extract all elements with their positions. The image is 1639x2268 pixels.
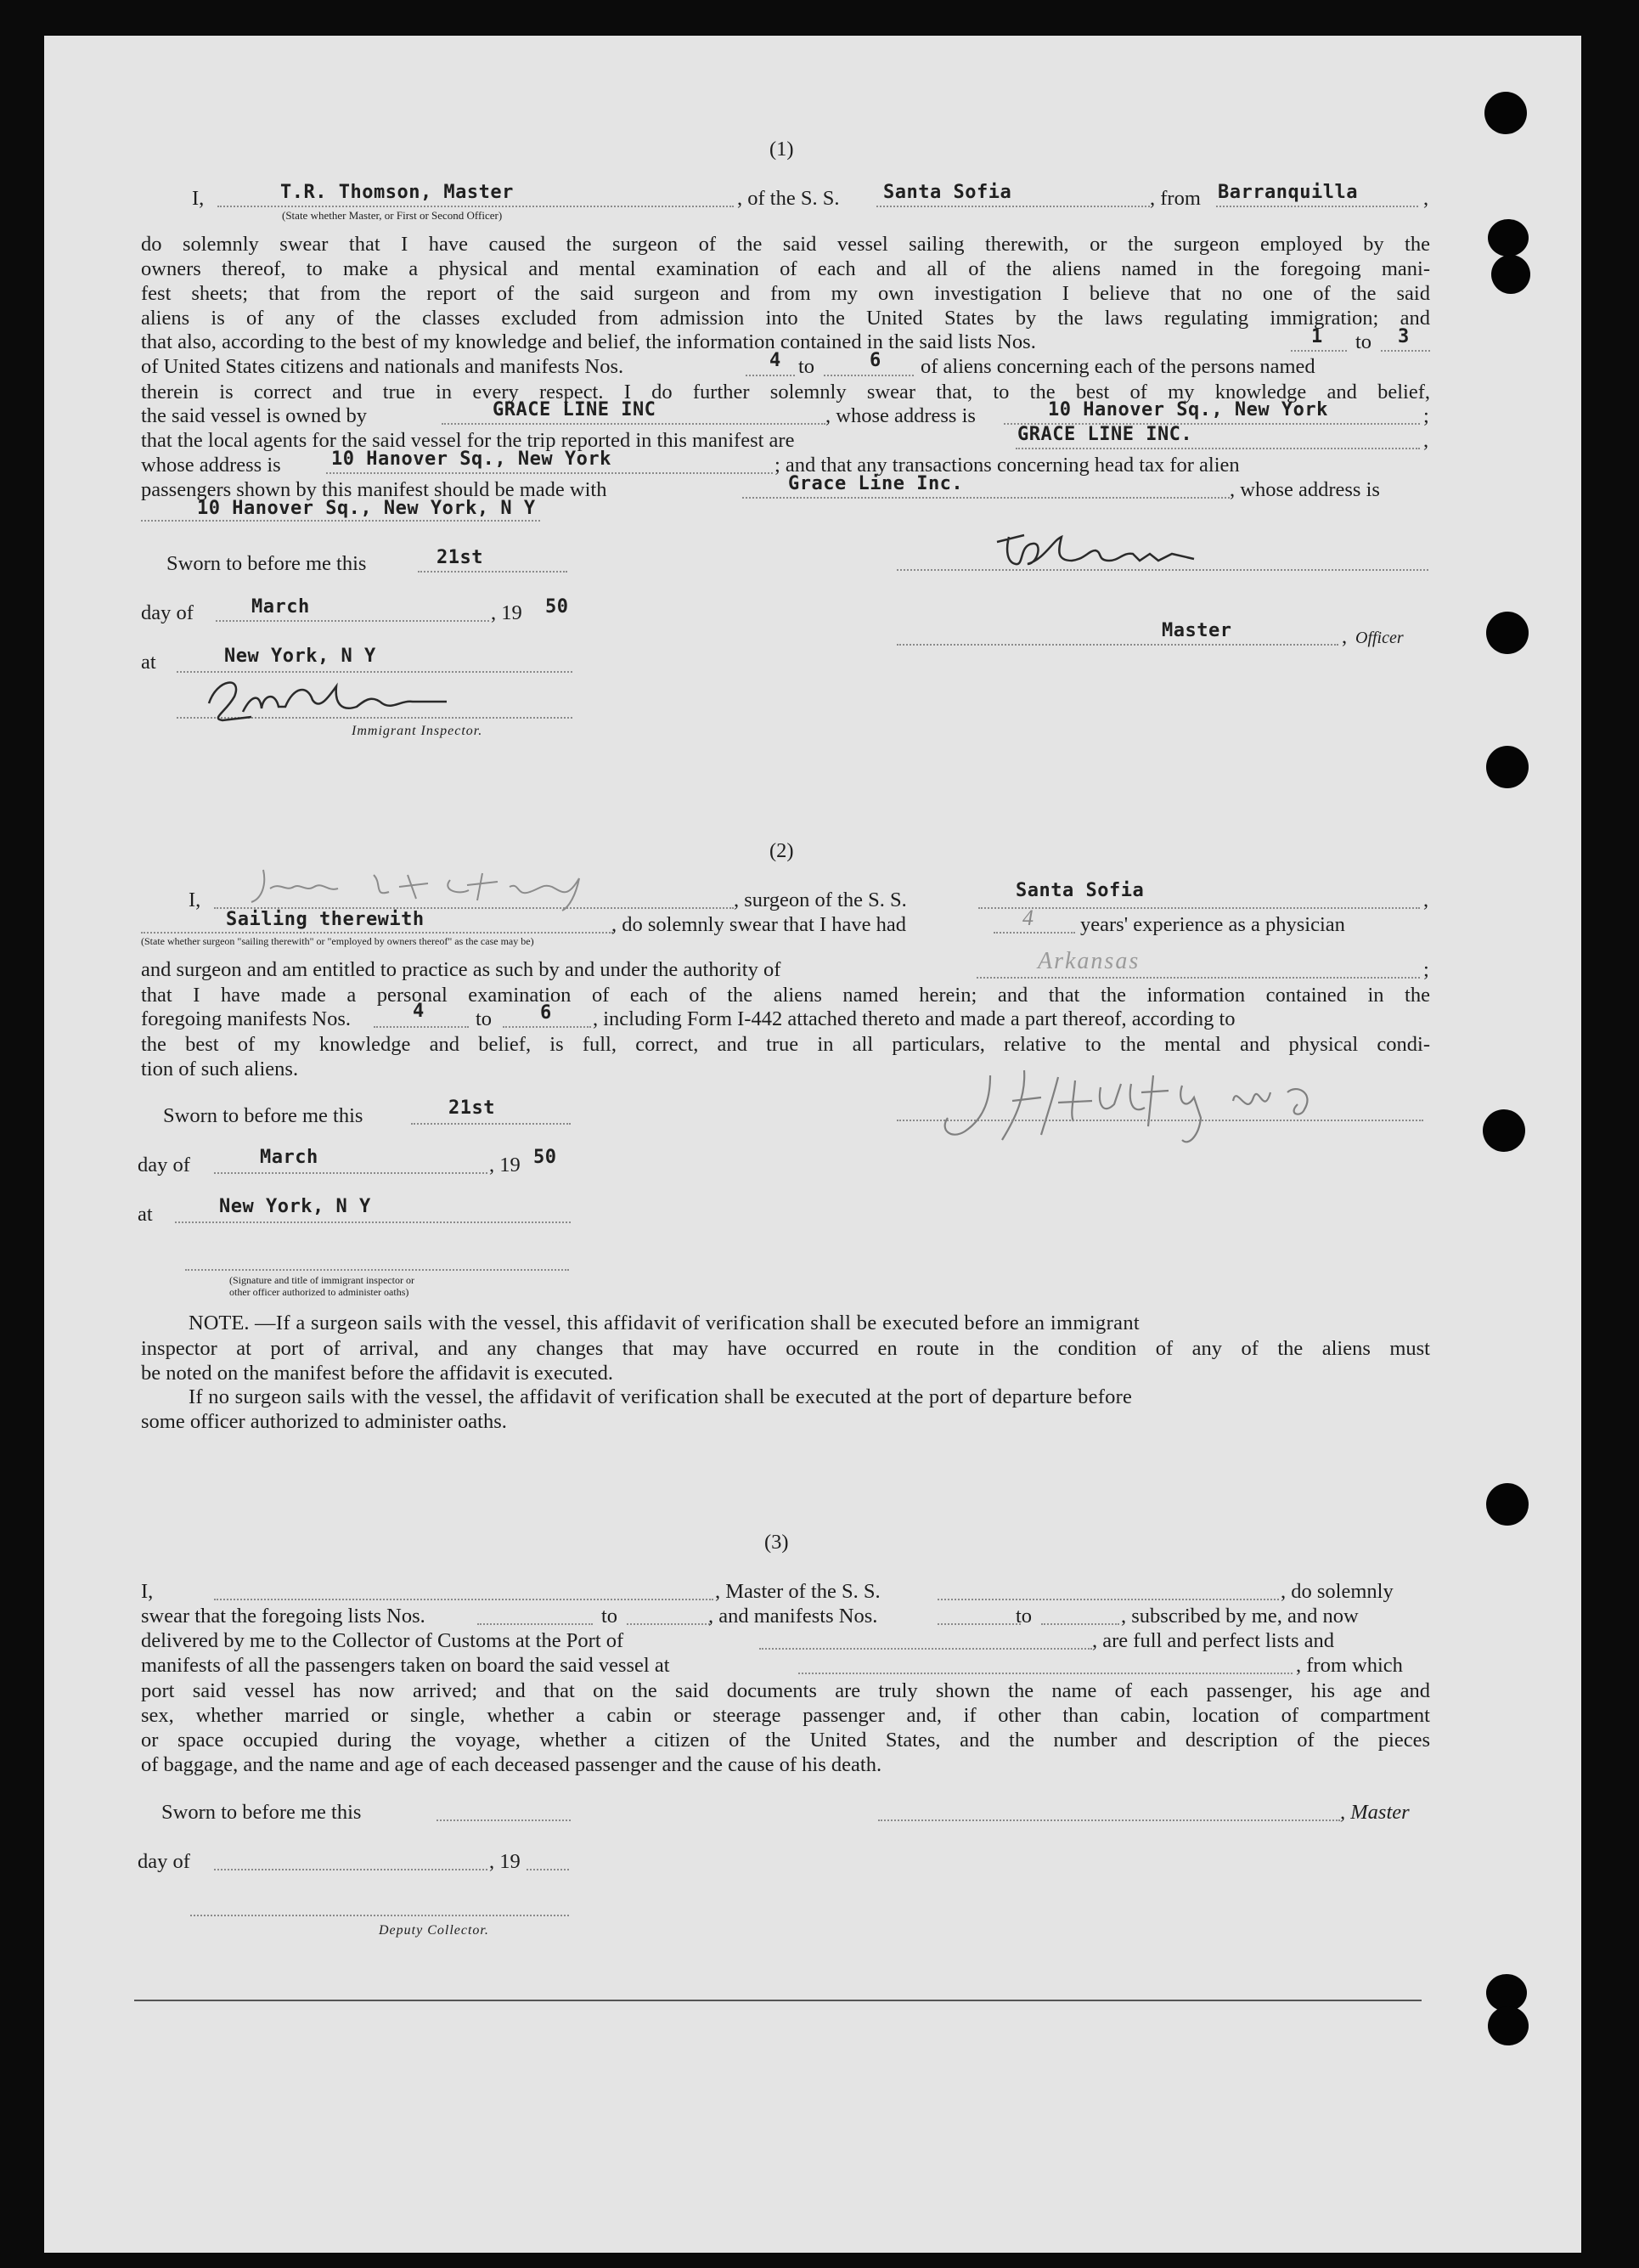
collector-signature-line — [190, 1915, 569, 1916]
comma: , — [1342, 625, 1348, 648]
punch-hole — [1488, 219, 1529, 257]
manifests-label: foregoing manifests Nos. — [141, 1007, 351, 1030]
sailing-note: (State whether surgeon "sailing therewith" or "employed by owners thereof" as the case may be) — [141, 935, 534, 947]
section-1-body — [141, 232, 1430, 330]
of-the-ss-label: , of the S. S. — [737, 187, 840, 210]
month-line — [214, 1869, 487, 1870]
month-value: March — [260, 1147, 318, 1168]
year-line — [527, 1869, 569, 1870]
body-line: tion of such aliens. — [141, 1058, 299, 1080]
owner-value: GRACE LINE INC — [493, 399, 656, 420]
place-value: New York, N Y — [224, 646, 376, 667]
note-label: NOTE. — [189, 1312, 250, 1334]
subscribed-label: , subscribed by me, and now — [1121, 1605, 1359, 1628]
owner-address-value: 10 Hanover Sq., New York — [1048, 399, 1328, 420]
section-3-number: (3) — [764, 1531, 789, 1554]
do-solemnly-label: , do solemnly — [1281, 1580, 1394, 1603]
years-line — [994, 932, 1075, 934]
manifests-to-line — [824, 375, 914, 376]
to-label: to — [601, 1605, 618, 1628]
officer-label: Officer — [1355, 629, 1404, 647]
manifests-from-line — [938, 1623, 1021, 1625]
bottom-rule — [134, 2000, 1422, 2001]
month-value: March — [251, 596, 310, 618]
year-suffix: 50 — [533, 1147, 557, 1168]
note-line: inspector at port of arrival, and any changes that may have occurred en route in the condition of any of the aliens must — [141, 1337, 1430, 1360]
master-suffix: , Master — [1340, 1801, 1410, 1824]
section-3-i: I, — [141, 1580, 154, 1603]
master-name-line — [214, 1599, 713, 1600]
lists-to-value: 3 — [1398, 326, 1410, 347]
surgeon-of-label: , surgeon of the S. S. — [734, 889, 907, 911]
punch-hole — [1491, 255, 1530, 294]
body-line: port said vessel has now arrived; and that on the said documents are truly shown the name of each passenger, his age and — [141, 1679, 1430, 1702]
body-line: do solemnly swear that I have caused the surgeon of the said vessel sailing therewith, or the surgeon employed by the — [141, 233, 1430, 256]
semicolon: ; — [1423, 958, 1429, 981]
authority-line — [977, 977, 1420, 979]
manifests-from-value: 4 — [769, 350, 781, 371]
month-line — [214, 1172, 487, 1174]
port-line — [759, 1648, 1092, 1650]
sworn-day-line — [437, 1819, 571, 1821]
sailing-value: Sailing therewith — [226, 909, 425, 930]
manifests-all-label: manifests of all the passengers taken on board the said vessel at — [141, 1654, 670, 1677]
lists-from-value: 1 — [1311, 326, 1323, 347]
agents-label: that the local agents for the said vessel for the trip reported in this manifest are — [141, 429, 795, 452]
surgeon-signature-line — [897, 1120, 1423, 1121]
full-perfect-label: , are full and perfect lists and — [1092, 1629, 1335, 1652]
at-label: at — [141, 651, 156, 674]
surgeon-signature — [931, 1058, 1406, 1152]
vessel-value: Santa Sofia — [883, 182, 1012, 203]
agents-address-value: 10 Hanover Sq., New York — [331, 449, 611, 470]
comma: , — [1423, 429, 1429, 452]
manifests-to-value: 6 — [540, 1002, 552, 1024]
sworn-day-line — [411, 1123, 571, 1125]
vessel-value: Santa Sofia — [1016, 880, 1145, 901]
signature-note-2: other officer authorized to administer oaths) — [229, 1286, 409, 1298]
year-suffix: 50 — [545, 596, 569, 618]
body-line: of baggage, and the name and age of each deceased passenger and the cause of his death. — [141, 1753, 882, 1776]
owned-by-label: the said vessel is owned by — [141, 404, 368, 427]
sworn-day-value: 21st — [437, 547, 483, 568]
comma: , — [1423, 889, 1429, 911]
payee-address-line — [141, 520, 540, 522]
lists-to-line — [627, 1623, 710, 1625]
boarding-port-line — [798, 1673, 1293, 1674]
section-2-body — [141, 983, 1430, 1007]
section-1-number: (1) — [769, 138, 794, 161]
manifests-to-line — [1041, 1623, 1119, 1625]
note-line: some officer authorized to administer oaths. — [141, 1410, 507, 1433]
master-of-label: , Master of the S. S. — [715, 1580, 881, 1603]
to-label: to — [1016, 1605, 1033, 1628]
master-signature — [990, 525, 1245, 576]
note-line: be noted on the manifest before the affidavit is executed. — [141, 1362, 614, 1385]
authority-value: Arkansas — [1038, 948, 1141, 974]
section-3-body — [141, 1678, 1430, 1777]
from-which-label: , from which — [1296, 1654, 1403, 1677]
years-value: 4 — [1022, 906, 1034, 930]
manifests-to-value: 6 — [870, 350, 881, 371]
head-tax-label: ; and that any transactions concerning head tax for alien — [774, 454, 1240, 477]
master-title-line — [897, 644, 1338, 646]
rank-note: (State whether Master, or First or Second Officer) — [282, 209, 503, 222]
section-2-number: (2) — [769, 839, 794, 862]
vessel-line — [876, 206, 1150, 207]
immigrant-inspector-label: Immigrant Inspector. — [352, 724, 483, 738]
experience-label: years' experience as a physician — [1080, 913, 1345, 936]
payee-address-label: , whose address is — [1230, 478, 1380, 501]
lists-from-line — [477, 1623, 593, 1625]
punch-hole — [1484, 92, 1527, 134]
body-line: the best of my knowledge and belief, is full, correct, and true in all particulars, relative to the mental and physical condi- — [141, 1033, 1430, 1056]
year-prefix: , 19 — [491, 601, 522, 624]
delivered-label: delivered by me to the Collector of Customs at the Port of — [141, 1629, 624, 1652]
master-signature-line — [878, 1819, 1340, 1821]
officer-signature-line — [185, 1269, 569, 1271]
lists-to-line — [1381, 350, 1430, 352]
body-line: owners thereof, to make a physical and mental examination of each and all of the aliens named in the foregoing mani- — [141, 257, 1430, 280]
to-label: to — [798, 355, 815, 378]
place-value: New York, N Y — [219, 1196, 371, 1217]
day-of-label: day of — [138, 1154, 190, 1176]
semicolon: ; — [1423, 404, 1429, 427]
sworn-day-line — [418, 571, 567, 573]
master-name-value: T.R. Thomson, Master — [280, 182, 514, 203]
place-line — [175, 1221, 571, 1223]
payee-address-value: 10 Hanover Sq., New York, N Y — [197, 498, 536, 519]
comma: , — [1423, 187, 1429, 210]
body-line: that I have made a personal examination of each of the aliens named herein; and that the information contained in the — [141, 984, 1430, 1007]
body-line: aliens is of any of the classes excluded from admission into the United States by the laws regulating immigration; and — [141, 307, 1430, 330]
note-body — [141, 1336, 1430, 1385]
body-line: therein is correct and true in every respect. I do further solemnly swear that, to the best of my knowledge and belief, — [141, 381, 1430, 403]
at-label: at — [138, 1203, 153, 1226]
manifests-label: of United States citizens and nationals and manifests Nos. — [141, 355, 624, 378]
lists-label: swear that the foregoing lists Nos. — [141, 1605, 425, 1628]
deputy-collector-label: Deputy Collector. — [379, 1923, 489, 1938]
master-title-value: Master — [1162, 620, 1232, 641]
punch-hole — [1486, 612, 1529, 654]
surgeon-name-signature — [246, 858, 637, 912]
lists-from-line — [1291, 350, 1347, 352]
manifests-from-line — [746, 375, 795, 376]
including-label: , including Form I-442 attached thereto and made a part thereof, according to — [593, 1007, 1236, 1030]
port-from-value: Barranquilla — [1218, 182, 1358, 203]
signature-note-1: (Signature and title of immigrant inspector or — [229, 1274, 414, 1286]
authority-label: and surgeon and am entitled to practice as such by and under the authority of — [141, 958, 781, 981]
whose-address-label: whose address is — [141, 454, 281, 477]
port-from-line — [1216, 206, 1418, 207]
agents-address-line — [326, 472, 773, 474]
sworn-label: Sworn to before me this — [166, 552, 367, 575]
manifests-from-line — [374, 1026, 469, 1028]
punch-hole — [1486, 1483, 1529, 1526]
inspector-signature — [200, 669, 472, 729]
section-1-i: I, — [192, 187, 205, 210]
day-of-label: day of — [141, 601, 194, 624]
section-2-i: I, — [189, 889, 201, 911]
sworn-label: Sworn to before me this — [161, 1801, 362, 1824]
sailing-line — [141, 932, 613, 934]
year-prefix: , 19 — [489, 1850, 521, 1873]
punch-hole — [1486, 746, 1529, 788]
to-label: to — [476, 1007, 493, 1030]
master-name-line — [217, 206, 734, 207]
swear-label: , do solemnly swear that I have had — [611, 913, 906, 936]
concerning-label: of aliens concerning each of the persons named — [921, 355, 1315, 378]
punch-hole — [1488, 2006, 1529, 2045]
manifests-to-line — [503, 1026, 591, 1028]
lists-label: that also, according to the best of my knowledge and belief, the information contained in the said lists Nos. — [141, 330, 1036, 353]
body-line: sex, whether married or single, whether a cabin or steerage passenger and, if other than cabin, location of compartment — [141, 1704, 1430, 1727]
vessel-line — [938, 1599, 1279, 1600]
sworn-label: Sworn to before me this — [163, 1104, 363, 1127]
punch-hole — [1483, 1109, 1525, 1152]
year-prefix: , 19 — [489, 1154, 521, 1176]
body-line: fest sheets; that from the report of the said surgeon and from my own investigation I believe that no one of the said — [141, 282, 1430, 305]
note-line: If no surgeon sails with the vessel, the affidavit of verification shall be executed at the port of departure before — [189, 1385, 1133, 1408]
manifests-label: , and manifests Nos. — [708, 1605, 878, 1628]
agents-value: GRACE LINE INC. — [1017, 424, 1193, 445]
owner-address-label: , whose address is — [825, 404, 976, 427]
payee-line — [742, 497, 1230, 499]
manifests-from-value: 4 — [413, 1001, 425, 1022]
month-line — [216, 620, 489, 622]
note-line: —If a surgeon sails with the vessel, this affidavit of verification shall be executed before an immigrant — [255, 1312, 1141, 1334]
to-label: to — [1355, 330, 1372, 353]
agents-line — [1016, 448, 1420, 449]
day-of-label: day of — [138, 1850, 190, 1873]
from-label: , from — [1150, 187, 1201, 210]
owner-line — [442, 423, 825, 425]
vessel-line — [978, 907, 1420, 909]
body-line: or space occupied during the voyage, whether a citizen of the United States, and the number and description of the pieces — [141, 1729, 1430, 1752]
sworn-day-value: 21st — [448, 1097, 495, 1119]
payee-value: Grace Line Inc. — [788, 473, 964, 494]
payment-label: passengers shown by this manifest should be made with — [141, 478, 607, 501]
master-signature-line — [897, 569, 1428, 571]
